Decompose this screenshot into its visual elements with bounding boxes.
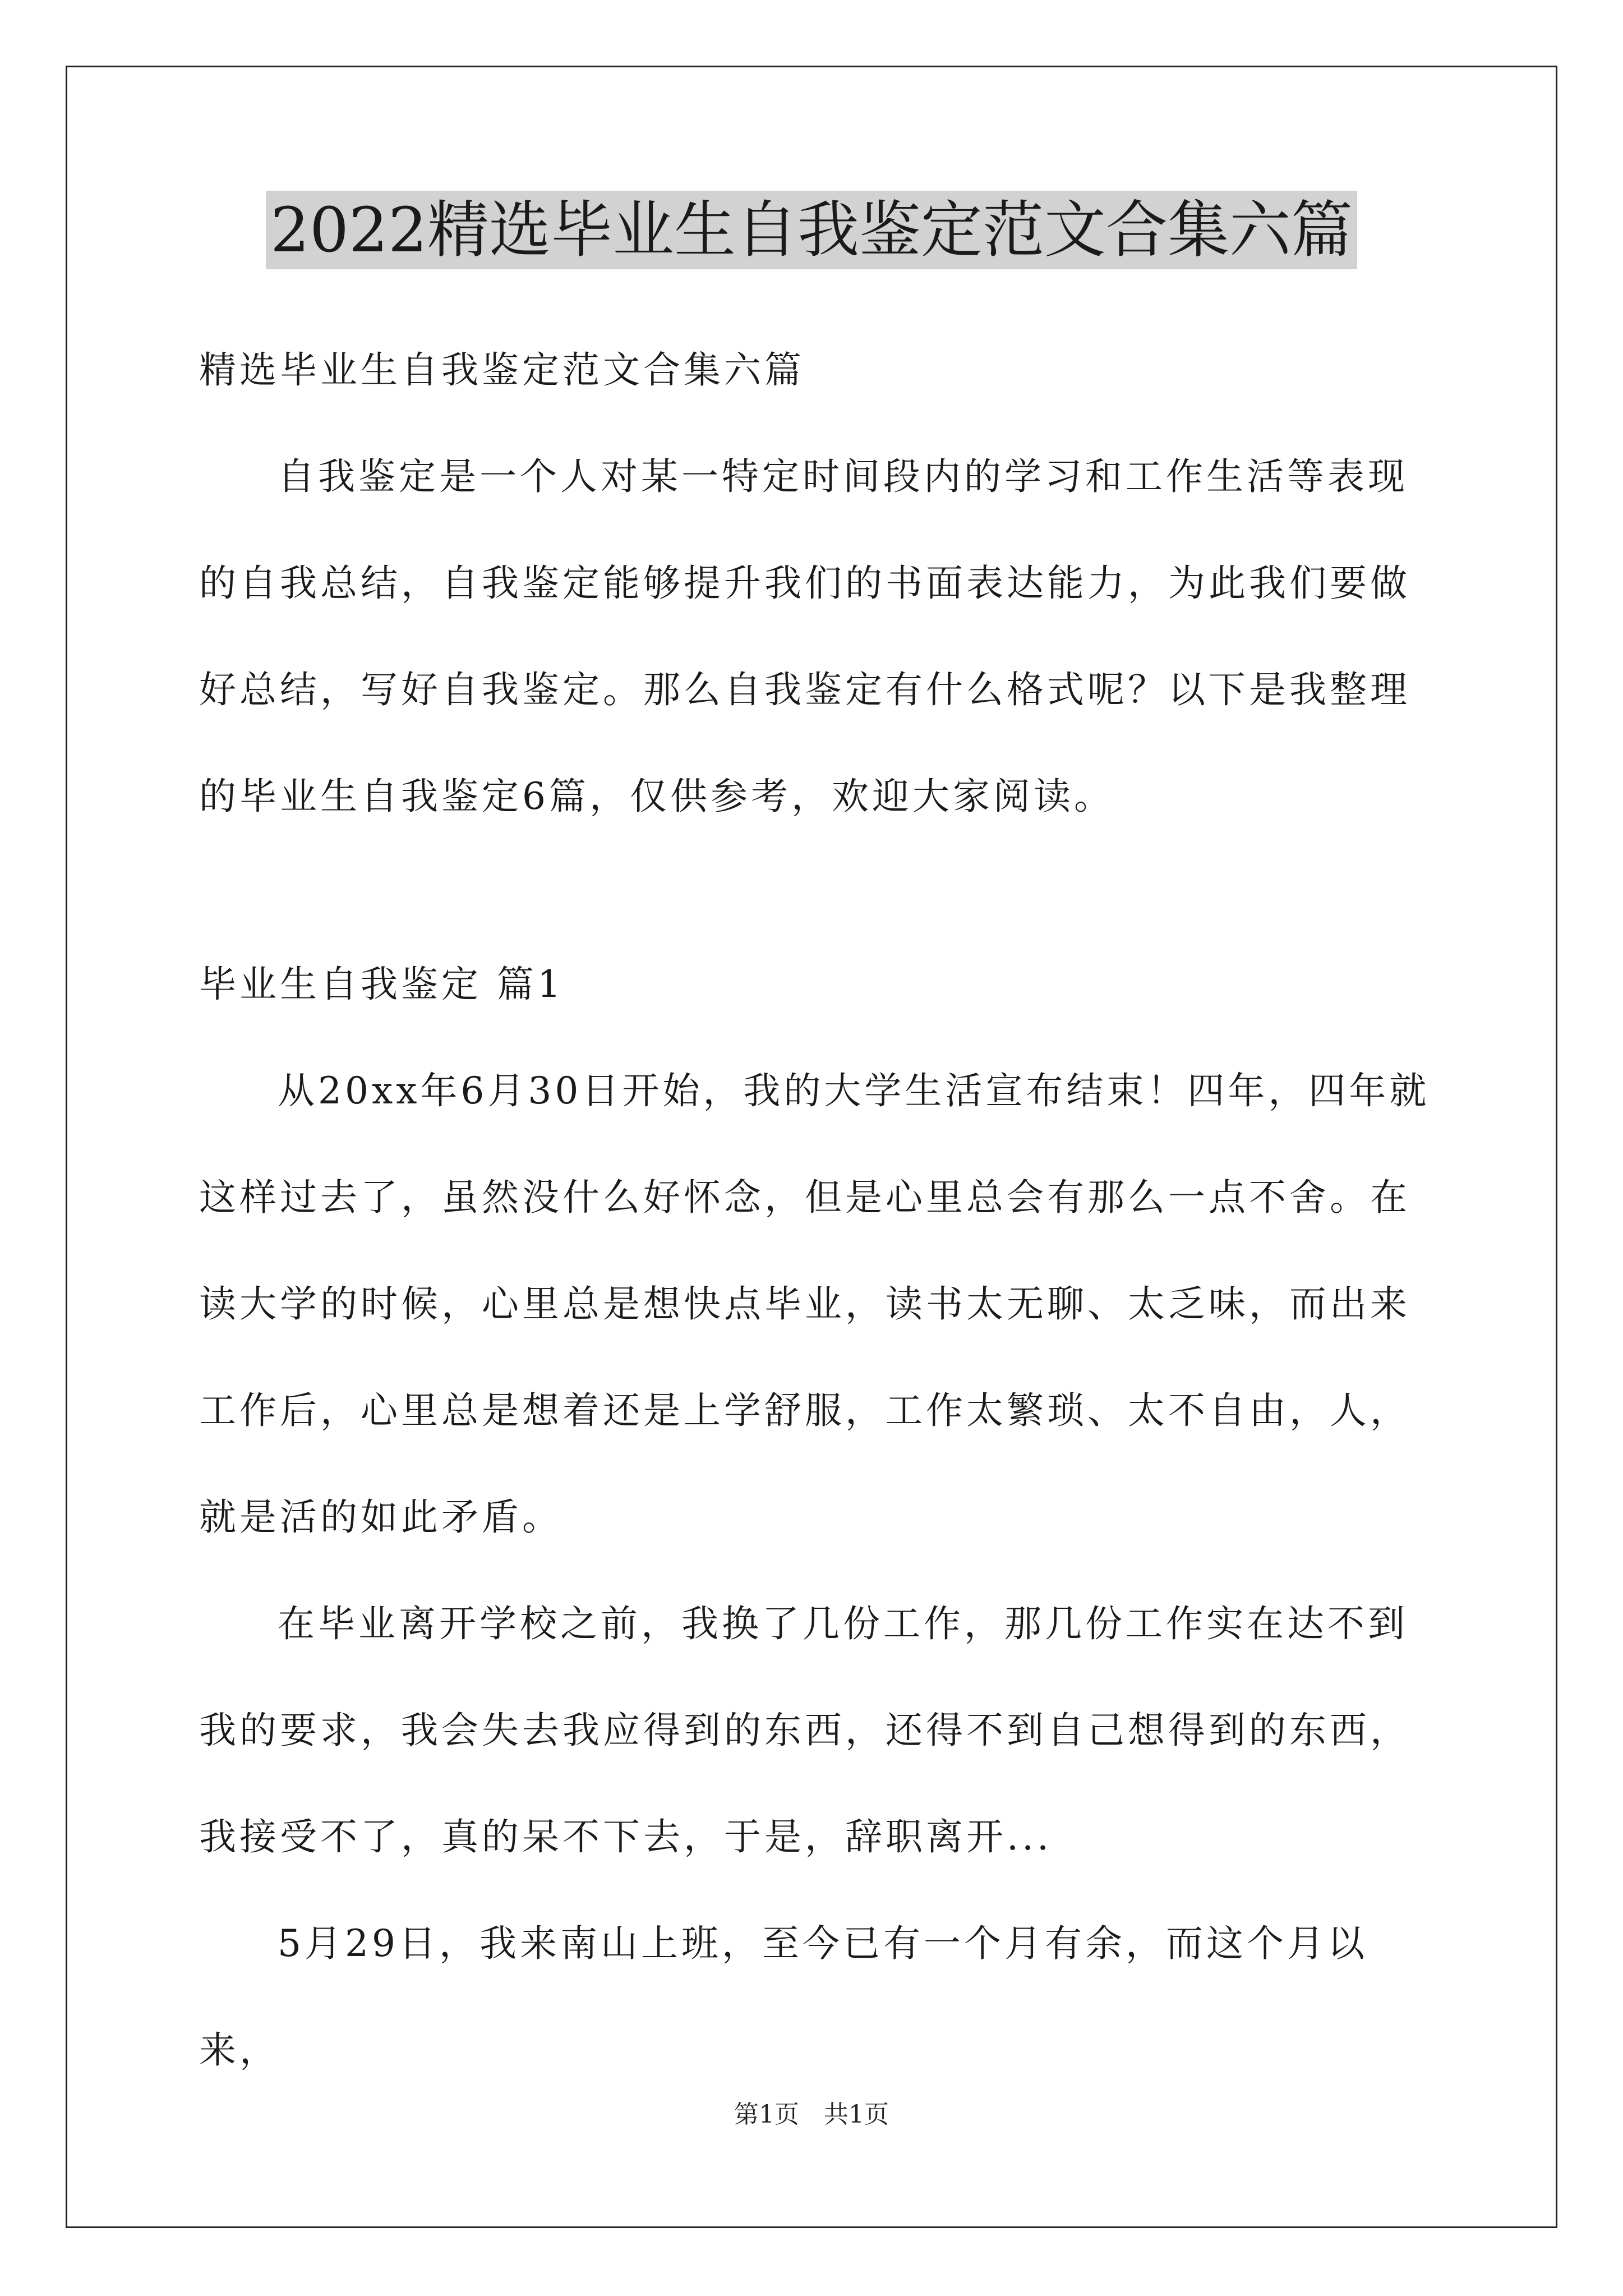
page-number: 第1页 共1页 (734, 2100, 889, 2129)
document-title (0, 191, 1623, 269)
document-subtitle: 精选毕业生自我鉴定范文合集六篇 (199, 348, 805, 392)
document-title-text: 2022精选毕业生自我鉴定范文合集六篇 (266, 191, 1357, 269)
paragraph: 5月29日，我来南山上班，至今已有一个月有余，而这个月以来， (199, 1922, 1368, 2072)
section-1 (199, 931, 1433, 2104)
section-heading: 毕业生自我鉴定 篇1 (199, 963, 564, 1006)
paragraph: 在毕业离开学校之前，我换了几份工作，那几份工作实在达不到我的要求，我会失去我应得到的东西，还得不到自己想得到的东西，我接受不了，真的呆不下去，于是，辞职离开... (199, 1602, 1410, 1858)
document-body (199, 317, 1433, 850)
intro-paragraph: 自我鉴定是一个人对某一特定时间段内的学习和工作生活等表现的自我总结，自我鉴定能够提升我们的书面表达能力，为此我们要做好总结，写好自我鉴定。那么自我鉴定有什么格式呢？以下是我整理的毕业生自我鉴定6篇，仅供参考，欢迎大家阅读。 (199, 455, 1410, 818)
paragraph: 从20xx年6月30日开始，我的大学生活宣布结束！四年，四年就这样过去了，虽然没什么好怀念，但是心里总会有那么一点不舍。在读大学的时候，心里总是想快点毕业，读书太无聊、太乏味，而出来工作后，心里总是想着还是上学舒服，工作太繁琐、太不自由，人，就是活的如此矛盾。 (199, 1069, 1430, 1539)
page-footer (0, 2098, 1623, 2132)
